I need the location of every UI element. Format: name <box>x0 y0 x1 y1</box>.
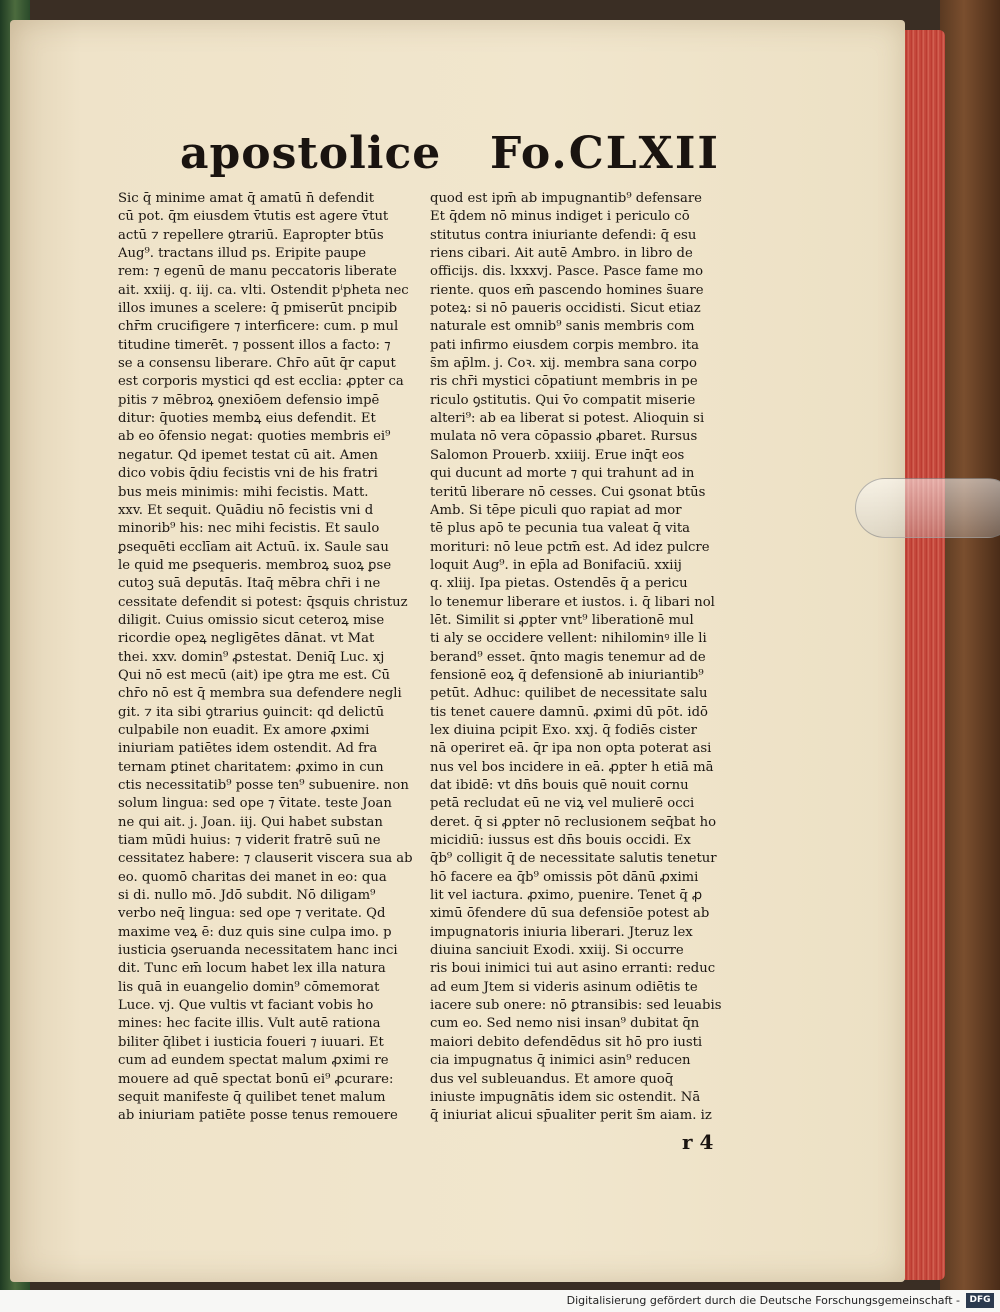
text-line: q. xliij. Ipa pietas. Ostendēs q̄ a pericu <box>430 576 688 592</box>
text-line: riculo ꝯstitutis. Qui v̄o compatit miserie <box>430 392 696 408</box>
text-line: stitutus contra iniuriante defendi: q̄ esu <box>430 227 697 243</box>
text-line: chr̄o nō est q̄ membra sua defendere negli <box>118 686 402 702</box>
page-header <box>10 128 905 198</box>
text-line: chr̄m crucifigere ⁊ interficere: cum. p mul <box>118 319 399 335</box>
text-line: ris chr̄i mystici cōpatiunt membris in pe <box>430 374 698 390</box>
text-line: solum lingua: sed ope ⁊ v̄itate. teste Joan <box>118 796 392 812</box>
text-line: cia impugnatus q̄ inimici asin⁹ reducen <box>430 1053 691 1069</box>
text-line: mulata nō vera cōpassio ꝓbaret. Rursus <box>430 429 698 445</box>
text-line: ait. xxiij. q. iij. ca. vlti. Ostendit pⁱpheta nec <box>118 282 409 298</box>
text-line: titudine timerēt. ⁊ possent illos a facto: ⁊ <box>118 337 391 353</box>
text-line: cum ad eundem spectat malum ꝓximi re <box>118 1053 389 1069</box>
text-line: q̄b⁹ colligit q̄ de necessitate salutis tenetur <box>430 851 717 867</box>
text-line: lis quā in euangelio domin⁹ cōmemorat <box>118 979 380 995</box>
text-line: petā recludat eū ne viꝝ vel mulierē occi <box>430 796 695 812</box>
text-line: dus vel subleuandus. Et amore quoq̄ <box>430 1071 674 1087</box>
digitization-credit: Digitalisierung gefördert durch die Deutsche Forschungsgemeinschaft - <box>566 1294 960 1307</box>
text-column-left <box>118 190 436 1126</box>
text-line: maxime veꝝ ē: duz quis sine culpa imo. p <box>118 924 392 940</box>
text-line: s̄m ap̄lm. j. Coꝛ. xij. membra sana corpo <box>430 356 697 372</box>
dfg-logo: DFG <box>966 1293 994 1308</box>
text-line: sequit manifeste q̄ quilibet tenet malum <box>118 1089 386 1105</box>
text-line: diuina sanciuit Exodi. xxiij. Si occurre <box>430 943 684 959</box>
running-head: apostolice <box>180 128 442 179</box>
text-line: hō facere ea q̄b⁹ omissis pōt dānū ꝓximi <box>430 869 699 885</box>
text-line: bus meis minimis: mihi fecistis. Matt. <box>118 484 369 500</box>
text-line: ti aly se occidere vellent: nihilominꝰ ille li <box>430 631 707 647</box>
text-line: iusticia ꝯseruanda necessitatem hanc inci <box>118 943 398 959</box>
text-line: lo tenemur liberare et iustos. i. q̄ libari nol <box>430 594 715 610</box>
text-line: petūt. Adhuc: quilibet de necessitate salu <box>430 686 708 702</box>
text-line: Qui nō est mecū (ait) ipe ꝯtra me est. Cū <box>118 667 391 683</box>
book-cover-edge <box>940 0 1000 1290</box>
text-line: riens cibari. Ait autē Ambro. in libro de <box>430 246 693 262</box>
text-line: iacere sub onere: nō ꝑtransibis: sed leuabis <box>430 998 722 1014</box>
text-line: ris boui inimici tui aut asino erranti: reduc <box>430 961 716 977</box>
text-line: ternam ꝑtinet charitatem: ꝓximo in cun <box>118 759 384 775</box>
text-line: qui ducunt ad morte ⁊ qui trahunt ad in <box>430 466 695 482</box>
text-line: lex diuina pcipit Exo. xxj. q̄ fodiēs cister <box>430 722 697 738</box>
text-line: quod est ipm̄ ab impugnantib⁹ defensare <box>430 191 702 206</box>
text-line: q̄ iniuriat alicui sp̄ualiter perit s̄m aiam. iz <box>430 1108 712 1124</box>
text-line: riente. quos em̄ pascendo homines s̄uare <box>430 282 704 298</box>
text-line: thei. xxv. domin⁹ ꝓstestat. Deniq̄ Luc. xj <box>118 649 385 665</box>
text-line: actū ⁊ repellere ꝯtrariū. Eapropter btūs <box>118 227 384 243</box>
text-line: ꝑsequēti ecclīam ait Actuū. ix. Saule sau <box>118 539 389 555</box>
text-line: cessitatez habere: ⁊ clauserit viscera sua ab <box>118 851 413 867</box>
signature-mark: r 4 <box>682 1130 714 1154</box>
text-line: cutoꝫ suā deputās. Itaq̄ mēbra chr̄i i ne <box>118 576 381 592</box>
text-line: impugnatoris iniuria liberari. Jteruz lex <box>430 924 693 940</box>
text-line: tē plus apō te pecunia tua valeat q̄ vita <box>430 521 691 537</box>
text-line: verbo neq̄ lingua: sed ope ⁊ veritate. Qd̄ <box>118 906 386 922</box>
text-line: pati infirmo eiusdem corpis membro. ita <box>430 337 699 353</box>
text-line: minorib⁹ his: nec mihi fecistis. Et saulo <box>118 521 380 537</box>
text-line: officijs. dis. lxxxvj. Pasce. Pasce fame mo <box>430 264 704 280</box>
footer-bar <box>0 1290 1000 1312</box>
text-line: ctis necessitatib⁹ posse ten⁹ subuenire. non <box>118 778 409 793</box>
text-line: mines: hec facite illis. Vult autē rationa <box>118 1016 381 1032</box>
text-line: iniuste impugnātis idem sic ostendit. Nā <box>430 1089 701 1105</box>
text-line: illos imunes a scelere: q̄ pmiserūt pncipib <box>118 301 398 317</box>
text-line: cessitate defendit si potest: q̄squis christuz <box>118 594 408 610</box>
text-line: Aug⁹. tractans illud ps. Eripite paupe <box>118 246 367 262</box>
text-line: culpabile non euadit. Ex amore ꝓximi <box>118 722 370 738</box>
text-line: dit. Tunc em̄ locum habet lex illa natura <box>118 961 386 977</box>
text-line: poteꝝ: si nō paueris occidisti. Sicut etiaz <box>430 301 701 317</box>
text-line: ne qui ait. j. Joan. iij. Qui habet substan <box>118 814 383 830</box>
text-line: pitis ⁊ mēbroꝝ ꝯnexiōem defensio impē <box>118 392 380 408</box>
text-line: se a consensu liberare. Chr̄o aūt q̄r caput <box>118 356 396 372</box>
text-line: xxv. Et sequit. Quādiu nō fecistis vni d <box>118 502 374 518</box>
text-line: nus vel bos incidere in eā. ꝓpter h̄ etiā mā <box>430 759 714 775</box>
text-line: Sic q̄ minime amat q̄ amatū n̄ defendit <box>118 191 375 206</box>
text-line: le quid me ꝑsequeris. membroꝝ suoꝝ ꝑse <box>118 557 392 573</box>
text-line: negatur. Qd̄ ipemet testat cū ait. Amen <box>118 447 379 463</box>
text-line: Luce. vj. Que vultis vt faciant vobis ho <box>118 998 374 1014</box>
text-line: fensionē eoꝝ q̄ defensionē ab iniuriantib⁹ <box>430 667 704 683</box>
text-line: Et q̄dem nō minus indiget i periculo cō <box>430 209 690 225</box>
text-line: est corporis mystici qd̄ est ecclia: ꝓpter ca <box>118 374 404 390</box>
book-page <box>10 20 905 1282</box>
text-line: ab eo ōfensio negat: quoties membris ei⁹ <box>118 429 391 445</box>
text-line: eo. quomō charitas dei manet in eo: qua <box>118 869 387 885</box>
text-line: deret. q̄ si ꝓpter nō reclusionem seq̄bat ho <box>430 814 717 830</box>
text-line: ximū ōfendere dū sua defensiōe potest ab <box>430 906 710 922</box>
text-line: ab iniuriam patiēte posse tenus remouere <box>118 1108 398 1124</box>
text-line: naturale est omnib⁹ sanis membris com <box>430 319 695 335</box>
text-line: loquit Aug⁹. in ep̄la ad Bonifaciū. xxiij <box>430 557 682 573</box>
text-line: si di. nullo mō. Jdō subdit. Nō diligam⁹ <box>118 888 376 904</box>
text-line: teritū liberare nō cesses. Cui ꝯsonat btūs <box>430 484 706 500</box>
text-line: iniuriam patiētes idem ostendit. Ad fra <box>118 741 378 757</box>
text-line: maiori debito defendēdus sit hō pro iusti <box>430 1034 703 1050</box>
text-line: ad eum Jtem si videris asinum odiētis te <box>430 979 698 995</box>
text-line: dat ibidē: vt dn̄s bouis quē nouit cornu <box>430 778 689 793</box>
text-column-right <box>430 190 748 1126</box>
text-line: ricordie opeꝝ negligētes dānat. vt Mat <box>118 631 375 647</box>
red-page-edges <box>900 30 945 1280</box>
text-line: morituri: nō leue pctm̄ est. Ad idez pulcre <box>430 539 710 555</box>
text-line: cum eo. Sed nemo nisi insan⁹ dubitat q̄n <box>430 1016 700 1032</box>
text-line: diligit. Cuius omissio sicut ceteroꝝ mise <box>118 612 385 628</box>
text-line: dico vobis q̄diu fecistis vni de his fratri <box>118 466 378 482</box>
text-line: biliter q̄libet i iusticia foueri ⁊ iuuari. Et <box>118 1034 384 1050</box>
text-line: lit vel iactura. ꝓximo, puenire. Tenet q̄ ꝓ <box>430 888 703 904</box>
text-line: tiam mūdi huius: ⁊ viderit fratrē suū ne <box>118 833 381 849</box>
text-line: micidiū: iussus est dn̄s bouis occidi. Ex <box>430 833 691 849</box>
text-line: Salomon Prouerb. xxiiij. Erue inq̄t eos <box>430 447 685 463</box>
text-line: tis tenet cauere damnū. ꝓximi dū pōt. idō <box>430 704 708 720</box>
text-line: ditur: q̄uoties membꝝ eius defendit. Et <box>118 411 376 427</box>
text-line: berand⁹ esset. q̄nto magis tenemur ad de <box>430 649 706 665</box>
text-line: rem: ⁊ egenū de manu peccatoris liberate <box>118 264 397 280</box>
text-line: nā operiret eā. q̄r ipa non opta poterat asi <box>430 741 712 757</box>
text-line: cū pot. q̄m eiusdem v̄tutis est agere v̄tut <box>118 209 389 225</box>
bookmark-clip <box>855 478 1000 538</box>
text-line: Amb. Si tēpe piculi quo rapiat ad mor <box>430 502 682 518</box>
folio-number: Fo.CLXII <box>490 128 720 179</box>
text-line: alteri⁹: ab ea liberat si potest. Alioquin si <box>430 411 705 427</box>
text-line: git. ⁊ ita sibi ꝯtrarius ꝯuincit: qd̄ delictū <box>118 704 385 720</box>
text-line: mouere ad quē spectat bonū ei⁹ ꝓcurare: <box>118 1071 394 1087</box>
text-line: lēt. Similit si ꝓpter vnt⁹ liberationē mul <box>430 612 694 628</box>
